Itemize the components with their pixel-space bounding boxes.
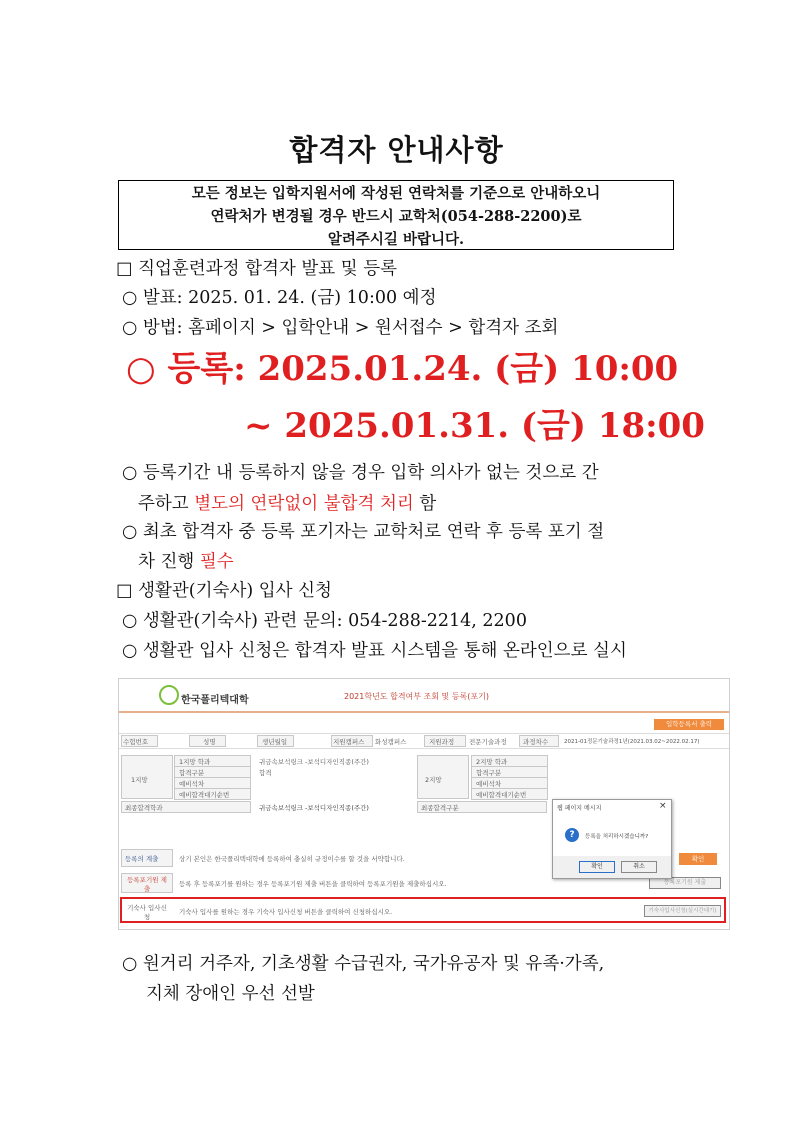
final-value: 귀금속보석링크 -보석디자인직종(주간): [259, 804, 369, 812]
giveup-text: 등록 후 등록포기를 원하는 경우 등록포기원 제출 버튼을 클릭하여 등록포기원을 제출하십시오.: [179, 880, 447, 888]
label-exam-no: 수험번호: [123, 738, 149, 746]
label-session: 과정차수: [523, 738, 549, 746]
screenshot-title: 2021학년도 합격여부 조회 및 등록(포기): [344, 692, 489, 701]
reg-confirm-button[interactable]: 확인: [679, 853, 717, 865]
note-line: [138, 548, 234, 573]
label-campus: 지원캠퍼스: [333, 738, 365, 746]
notice-line: 모든 정보는 입학지원서에 작성된 연락처를 기준으로 안내하오니: [191, 185, 601, 202]
notice-line: 알려주시길 바랍니다.: [327, 231, 465, 248]
confirm-dialog: [552, 799, 672, 879]
note-text: 함: [413, 494, 437, 514]
note-line: [138, 490, 436, 515]
dorm-label: 기숙사 입사신청: [127, 904, 167, 921]
announce-date: ○ 발표: 2025. 01. 24. (금) 10:00 예정: [122, 288, 437, 308]
field-label: 1지망 학과: [179, 758, 211, 766]
value-course: 전문기술과정: [469, 738, 507, 746]
logo-icon: [159, 685, 179, 705]
priority-line: ○ 원거리 거주자, 기초생활 수급권자, 국가유공자 및 유족·가족,: [122, 954, 605, 974]
field-label: 예비석차: [476, 780, 502, 788]
note-text: 차 진행: [138, 552, 200, 572]
label-birth: 생년월일: [262, 738, 288, 746]
dialog-cancel-button[interactable]: 취소: [621, 861, 657, 873]
system-screenshot: [118, 678, 730, 930]
register-period-start: ○ 등록: 2025.01.24. (금) 10:00: [126, 349, 679, 389]
field-value: 귀금속보석링크 -보석디자인직종(주간): [259, 758, 369, 766]
close-icon[interactable]: ×: [659, 801, 667, 811]
note-emphasis: 별도의 연락없이 불합격 처리: [194, 494, 414, 514]
final-label: 최종합격학과: [125, 804, 163, 812]
dorm-contact: ○ 생활관(기숙사) 관련 문의: 054-288-2214, 2200: [122, 611, 527, 631]
note-text: 주하고: [138, 494, 195, 514]
notice-box: [118, 180, 674, 250]
print-button[interactable]: 입학등록서 출력: [654, 719, 724, 730]
dialog-message: 등록을 처리하시겠습니까?: [585, 834, 649, 840]
question-icon: ?: [565, 828, 579, 842]
register-period-end: ~ 2025.01.31. (금) 18:00: [244, 406, 705, 446]
logo-text: 한국폴리텍대학: [181, 695, 249, 706]
divider: [119, 711, 729, 713]
priority-line: 지체 장애인 우선 선발: [146, 984, 315, 1004]
dorm-online: ○ 생활관 입사 신청은 합격자 발표 시스템을 통해 온라인으로 실시: [122, 641, 627, 661]
announce-method: ○ 방법: 홈페이지 > 입학안내 > 원서접수 > 합격자 조회: [122, 318, 559, 338]
note-line: ○ 최초 합격자 중 등록 포기자는 교학처로 연락 후 등록 포기 절: [122, 522, 605, 542]
field-label: 합격구분: [179, 769, 205, 777]
choice2-label: 2지망: [425, 776, 442, 784]
note-line: ○ 등록기간 내 등록하지 않을 경우 입학 의사가 없는 것으로 간: [122, 463, 599, 483]
field-value: 합격: [259, 769, 272, 777]
section-heading: □ 직업훈련과정 합격자 발표 및 등록: [116, 259, 398, 279]
reg-label: 등록의 계출: [125, 855, 159, 863]
field-label: 2지망 학과: [476, 758, 508, 766]
dialog-ok-button[interactable]: 확인: [579, 861, 615, 873]
value-session: 2021-01정문기술과정1년(2021.03.02~2022.02.17): [564, 739, 700, 745]
value-campus: 화성캠퍼스: [375, 738, 407, 746]
field-label: 합격구분: [476, 769, 502, 777]
dialog-title: 웹 페이지 메시지: [557, 805, 602, 812]
dorm-apply-button[interactable]: 기숙사입사신청(실시간대기): [644, 905, 721, 917]
giveup-button[interactable]: 등록포기원 제출: [649, 877, 721, 889]
field-label: 예비석차: [179, 780, 205, 788]
choice1-label: 1지망: [131, 776, 148, 784]
label-course: 지원과정: [429, 738, 455, 746]
reg-text: 상기 본인은 한국폴리텍대학에 등록하여 충실히 규정이수를 할 것을 서약합니다.: [179, 855, 405, 863]
field-label: 예비합격대기순번: [476, 791, 527, 799]
note-emphasis: 필수: [199, 552, 234, 572]
field-label: 예비합격대기순번: [179, 791, 230, 799]
dorm-text: 기숙사 입사를 원하는 경우 기숙사 입사신청 버튼을 클릭하여 신청하십시오.: [179, 908, 393, 916]
final-type-label: 최종합격구분: [421, 804, 459, 812]
section-heading: □ 생활관(기숙사) 입사 신청: [116, 581, 332, 601]
page-title: 합격자 안내사항: [289, 133, 504, 167]
notice-line: 연락처가 변경될 경우 반드시 교학처(054-288-2200)로: [210, 208, 582, 225]
giveup-label: 등록포기원 제출: [127, 876, 167, 893]
label-name: 성명: [203, 738, 216, 746]
